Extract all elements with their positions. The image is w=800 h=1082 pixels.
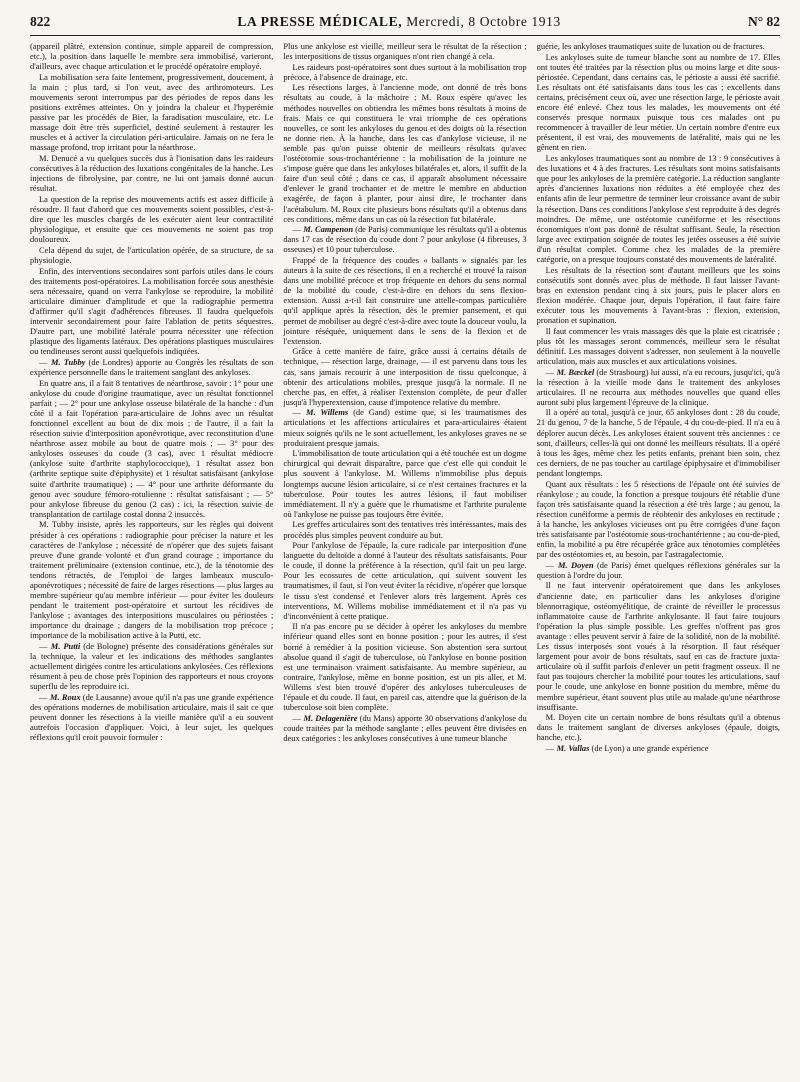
journal-title: LA PRESSE MÉDICALE, [237,14,403,29]
em-dash: — [545,366,557,377]
paragraph-text: La question de la reprise des mouvements actifs est assez difficile à résoudre. Il faut d'abord que ces mouvements soient possibles, c'est-à-dire que les muscles chargés de les exécuter aient leur contractilité physiologique, et ensuite que ces mouvements ne soient pas trop douloureux. [30,193,274,245]
paragraph [30,245,273,265]
page-number: 822 [30,14,51,29]
masthead [237,14,560,30]
speaker-place: (de Bologne) [83,641,129,652]
paragraph-text: a une grande expérience [626,742,709,753]
paragraph-text: apporte au Congrès les résultats de son expérience personnelle dans le traitement sanglant des ankyloses. [30,356,274,377]
speaker-name: M. Campenon [303,224,354,235]
paragraph-text: M. Denucé a vu quelques succès dus à l'ionisation dans les raideurs consécutives à la réduction des luxations congénitales de la hanche. Les injections de fibrolysine, par contre, ne lui ont jamais donné aucun résultat. [30,153,274,194]
paragraph-text: estime que, si les traumatismes des articulations et les affections articulaires et para-articulaires étaient mieux soignés qu'ils ne le sont actuellement, les ankyloses graves ne se produiraient presque jamais. [283,407,527,448]
paragraph-text: M. Tubby insiste, après les rapporteurs, sur les règles qui doivent présider à ces opérations : radiographie pour préciser la nature et les caractères de l'ankylose ; nécessité de n'opérer que des sujets faisant preuve d'une grande volonté et d'un grand courage ; importance du traitement préliminaire (extension continue, etc.), de la ténotomie des tendons rétractés, de l'emploi de larges lambeaux musculo-aponévrotiques ; nécessité de faire de larges résections — plus larges au membre supérieur qu'au membre inférieur — pour éviter les douleurs pendant le traitement post-opératoire et surtout les récidives de l'ankylose ; avantages des interpositions musculaires ou périostées ; importance du drainage ; dangers de la mobilisation trop précoce ; importance de la mobilisation active à la Putti, etc. [30,519,274,641]
speaker-name: M. Putti [50,641,81,652]
paragraph [283,41,526,61]
speaker-place: (du Mans) [359,712,395,723]
em-dash: — [39,641,51,652]
paragraph [537,580,780,711]
paragraph-text: Frappé de la fréquence des coudes « ballants » signalés par les auteurs à la suite de ces résections, il en a recherché et trouvé la raison dans une mobilité précoce et trop fréquente en dehors du sens normal de la mobilité du coude, c'est-à-dire en dehors du sens flexion-extension. Aussi a-t-il fait construire une attelle-compas particulière qu'il applique après la résection, dès le premier pansement, et qui permet de mobiliser au degré c'est-à-dire avec toute la douceur voulu, la jointure réséquée, uniquement dans le sens de la flexion et de l'extension. [283,254,527,346]
paragraph [537,326,780,366]
paragraph [30,194,273,244]
em-dash: — [545,559,558,570]
paragraph [30,41,273,71]
em-dash: — [292,712,304,723]
paragraph-text: Il ne faut intervenir opératoirement que dans les ankyloses d'ancienne date, en particulier dans les ankyloses d'origine blennorragique, ostéomyélitique, de crainte de réveiller le processus inflammatoire cause de l'arthrite ankylosante. Il faut faire toujours l'opération la plus simple possible. Les greffes n'offrent pas gros avantage : elles peuvent servir à faire de la solidité, non de la mobilité. Les tissus interposés sont voués à la résorption. Il faut réséquer largement pour avoir de bons résultats, sauf en cas de fracture juxta-articulaire où il suffit parfois d'enlever un petit fragment osseux. Il ne faut pas toujours chercher la mobilité pour toutes les articulations, sauf pour le coude, une ankylose en bonne position du membre, même du membre supérieur, étant souvent plus utile au malade qu'une néarthrose insuffisante. [536,580,780,712]
paragraph [283,62,526,82]
em-dash: — [39,692,51,702]
paragraph-text: Il faut commencer les vrais massages dès que la plaie est cicatrisée ; plus tôt les massages seront commencés, meilleur sera le résultat définitif. Les massages doivent s'adresser, non seulement à la nouvelle articulation, mais aux muscles et aux articulations voisines. [536,325,780,366]
paragraph [537,712,780,742]
paragraph-text: lui aussi, n'a eu recours, jusqu'ici, qu'à la résection à la vieille mode dans le traitement des ankyloses articulaires. Il ne recourra aux méthodes nouvelles que quand elles auront subi plus largement l'épreuve de la clinique. [536,366,780,407]
em-dash: — [292,407,307,418]
paragraph [283,255,526,346]
speaker-place: (de Londres) [88,356,133,367]
paragraph-text: La mobilisation sera faite lentement, progressivement, doucement, à la main ; plus tard, si l'on veut, avec des arthromoteurs. Les mouvements seront interrompus par des périodes de repos dans les positions extrêmes atteintes. On y joindra la chaleur et l'hyperémie passive par les procédés de Bier, la faradisation musculaire, etc. Le massage doit être très superficiel, destiné seulement à restaurer les muscles et à activer la circulation péri-articulaire. Jamais on ne fera le massage profond, trop irritant pour la néarthrose. [30,71,274,153]
paragraph [537,407,780,478]
speaker-place: (de Paris) [596,559,631,570]
paragraph [30,72,273,153]
paragraph [283,346,526,407]
speaker-paragraph [537,367,780,407]
speaker-place: (de Gand) [353,407,390,418]
paragraph-text: communique les résultats qu'il a obtenus dans 17 cas de résection du coude dont 7 pour ankylose (4 fibreuses, 3 osseuses) et 10 pour tuberculose. [283,224,527,255]
speaker-name: M. Vallas [556,742,590,753]
paragraph-text: Grâce à cette manière de faire, grâce aussi à certains détails de technique, — résection large, drainage, — il est parvenu dans tous les cas, sans jamais recourir à une interposition de tissu quelconque, à obtenir des articulations mobiles, presque jusqu'à la normale. Il ne cherche pas, en effet, à réaliser l'extension complète, de peur d'aller jusqu'à l'hyperextension, cause d'impotence relative du membre. [283,346,527,407]
paragraph-text: Les raideurs post-opératoires sont dues surtout à la mobilisation trop précoce, à l'absence de drainage, etc. [283,61,527,82]
column-middle [283,41,526,1077]
speaker-place: (de Lausanne) [82,692,131,702]
paragraph-text: Quant aux résultats : les 5 résections de l'épaule ont été suivies de réankylose ; au coude, la fonction a presque toujours été rétablie d'une façon très satisfaisante quand la résection a été très large ; au genou, la résection cunéiforme a permis de réobtenir des ankyloses en rectitude ; à la hanche, les ankyloses vicieuses ont pu être corrigées d'une façon très satisfaisante par l'ostéotomie sous-trochantérienne ; au cou-de-pied, enfin, la mobilité a pu être récupérée grâce aux ténotomies complétées par des ostéotomies et, au besoin, par l'astragalectomie. [536,478,780,560]
em-dash: — [545,742,557,753]
issue-number: N° 82 [747,14,780,29]
paragraph-text: Enfin, des interventions secondaires sont parfois utiles dans le cours des traitements post-opératoires. La mobilisation forcée sous anesthésie sera nécessaire, quand on verra l'ankylose se reproduire, la mobilité articulaire diminuer d'amplitude et que la radiographie permettra d'affirmer qu'il s'agit d'adhérences fibreuses. Il faudra quelquefois intervenir secondairement pour faire l'ablation de petits séquestres. D'autre part, une mobilité latérale pourra nécessiter une réfection plastique des ligaments latéraux. Des opérations plastiques musculaires ou tendineuses seront aussi quelquefois indiquées. [30,265,274,357]
speaker-paragraph [537,560,780,580]
issue-date: Mercredi, 8 Octobre 1913 [406,14,561,29]
paragraph [283,82,526,223]
paragraph [283,540,526,621]
article-columns [30,41,780,1077]
paragraph-text: Plus une ankylose est vieille, meilleur sera le résultat de la résection ; les interpositions de tissus organiques n'ont rien changé à cela. [283,41,527,62]
paragraph-text: émet quelques réflexions générales sur la question à l'ordre du jour. [536,559,780,580]
paragraph [537,153,780,264]
paragraph [30,266,273,357]
paragraph-text: Les greffes articulaires sont des tentatives très intéressantes, mais des procédés plus simples peuvent conduire au but. [283,519,527,540]
speaker-paragraph [30,357,273,377]
paragraph [537,265,780,326]
paragraph-text: Les ankyloses traumatiques sont au nombre de 13 : 9 consécutives à des luxations et 4 à des fractures. Les résultats sont moins satisfaisants que pour les ankyloses de la première catégorie. La réduction sanglante après d'anciennes luxations non réduites a été employée chez des enfants afin de leur permettre de terminer leur croissance avant de subir la résection. Dans ces conditions l'ankylose s'est reproduite à des degrés moindres. De même, une ostéotomie cunéiforme et les résections économiques n'ont pas donné de résultat suffisant. Seule, la résection large avec extirpation soignée de toutes les jetées osseuses a été suivie d'un résultat complet. Comme chez les malades de la première catégorie, on a presque toujours constaté des mouvements de latéralité. [536,153,780,264]
speaker-paragraph [30,692,273,742]
paragraph-text: En quatre ans, il a fait 8 tentatives de néarthrose, savoir : 1° pour une ankylose du coude d'origine traumatique, avec un résultat fonctionnel parfait ; — 2° pour une ankylose osseuse bilatérale de la hanche : d'un côté il a fait l'opération para-articulaire de Johns avec un résultat fonctionnel excellent au bout de dix mois ; de l'autre, il a fait la résection suivie d'interposition aponévrotique, avec reconstitution d'une néarthrose assez mobile au bout de quatre mois ; — 3° pour des ankyloses osseuses du coude (3 cas), avec 1 résultat médiocre (ankylose suite d'arthrite staphylococcique), 1 résultat assez bon (arthrite septique suite d'épiphysite) et 1 résultat satisfaisant (ankylose suite d'arthrite traumatique) ; — 4° pour une arthrite déformante du genou avec soudure fémoro-rotulienne : résultat satisfaisant ; — 5° pour ankylose fibreuse du genou (2 cas) : ici, la résection suivie de transplantation de cartilage costal donna 2 insuccès. [30,377,274,519]
speaker-paragraph [283,713,526,743]
paragraph [537,52,780,153]
paragraph-text: Les résections larges, à l'ancienne mode, ont donné de très bons résultats au coude, à la mâchoire ; M. Roux espère qu'avec les méthodes nouvelles on obtiendra les mêmes bons résultats à moins de frais. Mais ce qui constituera le vrai triomphe de ces opérations nouvelles, ce sont les ankyloses du genou et des doigts où la résection ne donne rien. À la hanche, dans les cas d'ankylose vicieuse, il ne semble pas qu'on puisse obtenir de meilleurs résultats qu'avec l'ostéotomie sous-trochantérienne : la mobilisation de la jointure ne s'impose guère que dans les ankyloses bilatérales et, alors, il suffit de la faire d'un seul côté ; dans ce cas, il apparaît absolument nécessaire d'enlever le grand trochanter et de mettre le membre en abduction exagérée, de façon à planter, pour ainsi dire, le trochanter dans l'acétabulum. M. Roux cite plusieurs bons résultats qu'il a obtenus dans ces conditions, même dans un cas où la résection fut bilatérale. [283,82,527,224]
paragraph-text: présente des considérations générales sur la technique, la valeur et les indications des méthodes sanglantes actuellement dirigées contre les articulations ankylosées. Ces réflexions résument à peu de chose près l'opinion des rapporteurs et nous croyons superflu de les reproduire ici. [30,641,274,692]
paragraph-text: (appareil plâtré, extension continue, simple appareil de compression, etc.), la position dans laquelle le membre sera immobilisé, varieront, d'ailleurs, avec chaque articulation et le procédé opératoire employé. [30,41,274,72]
paragraph-text: Les résultats de la résection sont d'autant meilleurs que les soins consécutifs sont donnés avec plus de méthode. Il faut laisser l'avant-bras en extension pendant cinq à six jours, puis le placer alors en flexion modérée. Chaque jour, depuis l'opération, il faut faire faire exécuter tous les mouvements à l'avant-bras : flexion, extension, pronation et supination. [536,264,780,326]
speaker-name: M. Roux [50,692,81,702]
em-dash: — [39,356,51,367]
speaker-place: (de Paris) [355,224,388,235]
em-dash: — [292,224,304,235]
paragraph [30,519,273,640]
column-right [537,41,780,1077]
paragraph [283,448,526,519]
paragraph-text: avoue qu'il n'a pas une grande expérience des opérations modernes de mobilisation articulaire, mais il sait ce que peuvent donner les résections à la vieille manière qu'il a eu souvent autrefois l'occasion d'appliquer. Voici, à leur sujet, les quelques réflexions qu'il croit pouvoir formuler : [30,692,274,743]
paragraph-text: apporte 30 observations d'ankylose du coude traitées par la méthode sanglante ; elles peuvent être divisées en deux catégories : les ankyloses consécutives à une tumeur blanche [283,712,527,743]
paragraph [30,153,273,193]
paragraph [30,378,273,519]
paragraph [537,479,780,560]
speaker-place: (de Strasbourg) [596,366,649,377]
speaker-name: M. Willems [306,407,349,418]
speaker-paragraph [537,743,780,753]
paragraph [283,519,526,539]
paragraph-text: M. Doyen cite un certain nombre de bons résultats qu'il a obtenus dans le traitement sanglant de diverses ankyloses (épaule, doigts, hanche, etc.). [536,712,780,743]
paragraph-text: Pour l'ankylose de l'épaule, la cure radicale par interposition d'une languette du deltoïde a donné à l'auteur des résultats satisfaisants. Pour le coude, il donne la préférence à la résection, qu'il fait un peu large. Pour les ecossures de cette articulation, qui suivent souvent les traumatismes, il faut, si l'on veut éviter la récidive, n'opérer que lorsque le tissu s'est condensé et l'enlever alors très largement. Après ces interventions, M. Willems mobilise immédiatement et il n'a pas vu d'inconvénient à cette pratique. [283,540,527,621]
paragraph-text: Les ankyloses suite de tumeur blanche sont au nombre de 17. Elles ont toutes été traitées par la résection plus ou moins large et dite sous-périostée. Cependant, dans certains cas, le périoste a aussi été sacrifié. Les résultats ont été satisfaisants dans tous les cas ; excellents dans certains, précisément ceux où, avec une résection large, le périoste avait encore été enlevé. Chez tous les malades, les mouvements ont été conservés presque normaux puisque tous ces malades ont pu recommencer à travailler de leur métier. Un certain nombre d'entre eux présentent, il est vrai, des mouvements de latéralité, mais qui ne les gênent en rien. [536,51,780,153]
speaker-name: M. Tubby [50,356,86,367]
page-header [30,14,780,36]
column-left [30,41,273,1077]
speaker-name: M. Bæckel [556,366,595,377]
paragraph-text: guérie, les ankyloses traumatiques suite de luxation ou de fractures. [536,41,765,51]
speaker-paragraph [30,641,273,691]
speaker-place: (de Lyon) [591,742,625,753]
paragraph-text: Il a opéré au total, jusqu'à ce jour, 65 ankyloses dont : 28 du coude, 21 du genou, 7 de la hanche, 5 de l'épaule, 4 du cou-de-pied. Il n'a eu à déplorer aucun décès. Les ankyloses étaient souvent très anciennes : ce sont, d'ailleurs, celles-là qui ont donné les meilleurs résultats. Il a opéré à tous les âges, même chez les petits enfants, prenant bien soin, chez ces derniers, de ne pas toucher au cartilage épiphysaire et d'immobiliser pendant longtemps. [536,407,780,478]
paragraph [283,621,526,712]
paragraph-text: Cela dépend du sujet, de l'articulation opérée, de sa structure, de sa physiologie. [30,244,274,265]
speaker-name: M. Delagenière [303,712,358,723]
paragraph [537,41,780,51]
speaker-name: M. Doyen [557,559,594,570]
paragraph-text: L'immobilisation de toute articulation qui a été touchée est un dogme chirurgical qui devrait disparaître, parce que c'est elle qui conduit le plus souvent à l'ankylose. M. Willems n'immobilise plus depuis longtemps aucune lésion articulaire, si ce n'est certaines fractures et la tuberculose. Pour toutes les autres lésions, il faut mobiliser immédiatement. Il n'y a guère que le rhumatisme et l'arthrite purulente où l'ankylose ne puisse pas toujours être évitée. [283,448,527,519]
speaker-paragraph [283,407,526,447]
speaker-paragraph [283,224,526,254]
paragraph-text: Il n'a pas encore pu se décider à opérer les ankyloses du membre inférieur quand elles sont en bonne position ; pour les autres, il s'est borné à remédier à la position vicieuse. Son abstention sera surtout absolue quand il s'agit de tuberculose, où l'ankylose en bonne position est une terminaison vraiment satisfaisante. Au membre supérieur, au contraire, l'ankylose, même en bonne position, est un pis aller, et M. Willems s'est bien trouvé d'opérer des ankyloses tuberculeuses de l'épaule et du coude. Il faut, en pareil cas, attendre que la guérison de la tuberculose soit bien complète. [283,621,527,713]
